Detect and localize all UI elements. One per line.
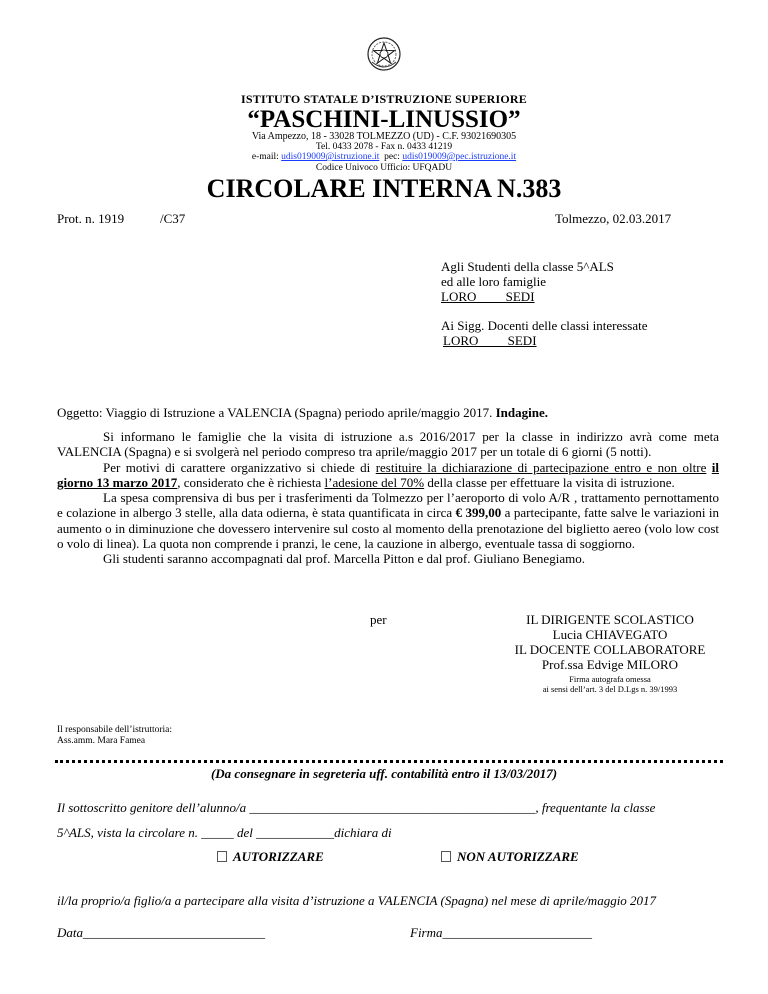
signature-name: Lucia CHIAVEGATO — [552, 627, 668, 642]
responsible-block — [57, 725, 172, 747]
subject-bold: Indagine. — [495, 405, 549, 420]
recipients-students — [441, 259, 614, 304]
italian-republic-emblem-icon — [366, 36, 402, 72]
body-underlined: restituire la dichiarazione di partecipazione entro e non oltre — [375, 459, 707, 475]
signature-per: per — [370, 612, 387, 627]
cut-line — [55, 760, 723, 763]
email-label: e-mail: — [251, 152, 279, 162]
not-authorize-label: NON AUTORIZZARE — [457, 849, 579, 864]
body-text: Per motivi di carattere organizzativo si chiede di — [103, 459, 371, 475]
email-link[interactable]: udis019009@istruzione.it — [281, 152, 380, 162]
school-name: “PASCHINI-LINUSSIO” — [247, 106, 521, 133]
school-phone: Tel. 0433 2078 - Fax n. 0433 41219 — [315, 142, 453, 152]
signature-field[interactable]: Firma_______________________ — [410, 925, 592, 940]
body-paragraph — [57, 460, 719, 491]
body-paragraph: Si informano le famiglie che la visita di istruzione a.s 2016/2017 per la classe in indirizzo avrà come meta VALENCIA (Spagna) e si svolgerà nel periodo compreso tra aprile/maggio 2017 per un totale di 6 giorni (5 notti). — [57, 429, 719, 460]
signature-note: ai sensi dell’art. 3 del D.Lgs n. 39/1993 — [542, 684, 678, 694]
signature-role: IL DIRIGENTE SCOLASTICO — [526, 612, 694, 627]
circular-body — [57, 429, 719, 567]
date-field[interactable]: Data____________________________ — [57, 925, 265, 940]
protocol-number: Prot. n. 1919 — [57, 211, 125, 226]
authorize-option[interactable] — [217, 849, 324, 865]
office-code: Codice Univoco Ufficio: UFQADU — [315, 163, 453, 173]
body-text: La spesa comprensiva di bus per i trasferimenti da Tolmezzo per l’aeroporto di volo A/R , trattamento pernottamento e colazione in albergo 3 stelle, alla data odierna, è stata quantificata in circa — [57, 490, 719, 521]
signature-block — [480, 612, 740, 694]
not-authorize-checkbox[interactable] — [441, 851, 451, 862]
authorize-label: AUTORIZZARE — [233, 849, 324, 864]
recipient-line: LORO SEDI — [443, 333, 537, 348]
school-email-line — [0, 152, 768, 163]
form-consent-line: il/la proprio/a figlio/a a partecipare alla visita d’istruzione a VALENCIA (Spagna) nel mese di aprile/maggio 2017 — [57, 893, 657, 908]
form-circular-line[interactable]: 5^ALS, vista la circolare n. _____ del ____________dichiara di — [57, 825, 392, 840]
institute-type: ISTITUTO STATALE D’ISTRUZIONE SUPERIORE — [241, 92, 527, 106]
place-date: Tolmezzo, 02.03.2017 — [555, 211, 672, 226]
body-text: , considerato che è richiesta — [177, 474, 322, 490]
body-paragraph — [57, 490, 719, 551]
body-underlined: l’adesione del 70% — [324, 474, 425, 490]
form-parent-line[interactable]: Il sottoscritto genitore dell’alunno/a ____________________________________________, frequentante la classe — [57, 800, 656, 815]
subject-line — [57, 405, 548, 421]
body-text: a partecipante, fatte salve le variazioni in aumento o in diminuzione che dovessero intervenire sul costo al momento della prenotazione del biglietto aereo (volo low cost o volo di linea). La quota non comprende i pranzi, le cene, la cauzione in albergo, eventuale tassa di soggiorno. — [57, 505, 720, 552]
authorize-checkbox[interactable] — [217, 851, 227, 862]
recipients-teachers — [441, 318, 648, 348]
pec-label: pec: — [384, 152, 400, 162]
recipient-line: Agli Studenti della classe 5^ALS — [441, 259, 614, 274]
body-paragraph: Gli studenti saranno accompagnati dal prof. Marcella Pitton e dal prof. Giuliano Benegiamo. — [103, 551, 585, 567]
signature-name: Prof.ssa Edvige MILORO — [541, 657, 679, 672]
recipient-line: Ai Sigg. Docenti delle classi interessate — [441, 318, 648, 333]
responsible-name: Ass.amm. Mara Famea — [57, 736, 146, 746]
protocol-classification: /C37 — [160, 211, 186, 226]
not-authorize-option[interactable] — [441, 849, 579, 865]
delivery-note-text: (Da consegnare in segreteria uff. contabilità entro il 13/03/2017) — [210, 766, 558, 781]
subject-text: Oggetto: Viaggio di Istruzione a VALENCIA (Spagna) periodo aprile/maggio 2017. — [57, 405, 493, 420]
body-text: della classe per effettuare la visita di istruzione. — [427, 474, 675, 490]
pec-link[interactable]: udis019009@pec.istruzione.it — [402, 152, 517, 162]
responsible-label: Il responsabile dell’istruttoria: — [57, 725, 173, 735]
school-address: Via Ampezzo, 18 - 33028 TOLMEZZO (UD) - C.F. 93021690305 — [251, 131, 517, 142]
delivery-note — [0, 766, 768, 782]
circular-title: CIRCOLARE INTERNA N.383 — [206, 174, 562, 203]
recipient-line: ed alle loro famiglie — [441, 274, 547, 289]
signature-note: Firma autografa omessa — [569, 674, 651, 684]
signature-role: IL DOCENTE COLLABORATORE — [514, 642, 706, 657]
recipient-line: LORO SEDI — [441, 289, 535, 304]
deadline-date: il giorno 13 marzo 2017 — [57, 459, 719, 490]
price: € 399,00 — [455, 505, 502, 521]
